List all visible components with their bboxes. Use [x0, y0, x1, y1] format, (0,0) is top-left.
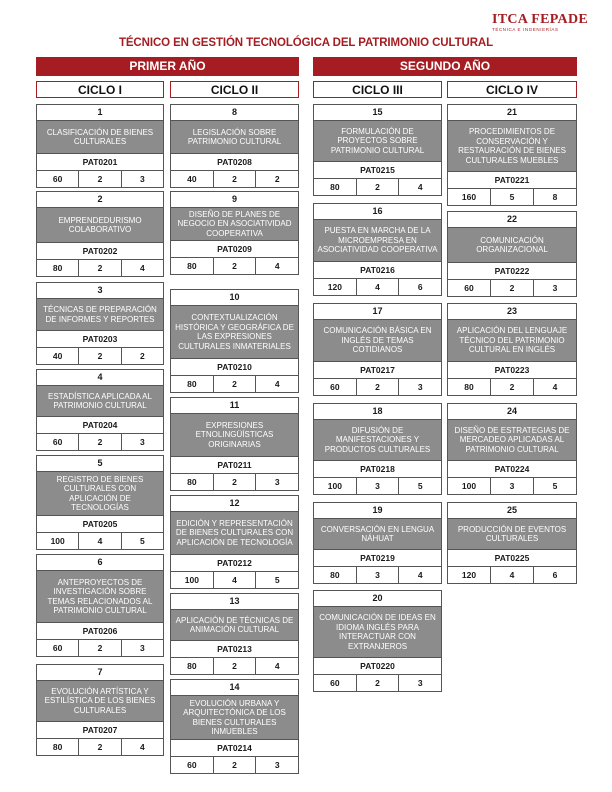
course-name: DISEÑO DE PLANES DE NEGOCIO EN ASOCIATIVIDAD COOPERATIVA: [171, 208, 298, 240]
course-credits: 3: [139, 174, 145, 184]
course-credits: 4: [139, 742, 145, 752]
course-card-18: [313, 403, 442, 495]
course-values-row: [171, 376, 298, 392]
course-hours: 60: [37, 171, 79, 187]
course-card-19: [313, 502, 442, 584]
course-number: 10: [171, 290, 298, 306]
course-card-15: [313, 104, 442, 196]
course-units: 2: [491, 280, 534, 296]
course-name: ESTADÍSTICA APLICADA AL PATRIMONIO CULTURAL: [37, 386, 163, 416]
course-units: 2: [214, 658, 257, 674]
course-code: PAT0221: [448, 171, 576, 189]
course-code: PAT0225: [448, 549, 576, 567]
course-values-row: [37, 533, 163, 549]
course-code: PAT0218: [314, 460, 441, 478]
logo-tagline: TÉCNICA E INGENIERÍAS: [492, 27, 559, 32]
course-hours: 100: [448, 478, 491, 494]
course-name: TÉCNICAS DE PREPARACIÓN DE INFORMES Y REPORTES: [37, 299, 163, 330]
course-name: CONVERSACIÓN EN LENGUA NÁHUAT: [314, 519, 441, 549]
course-card-14: [170, 679, 299, 774]
course-credits: 4: [139, 263, 145, 273]
course-card-4: [36, 369, 164, 451]
course-credits: 3: [139, 643, 145, 653]
course-name: APLICACIÓN DEL LENGUAJE TÉCNICO DEL PATRIMONIO CULTURAL EN INGLÉS: [448, 320, 576, 361]
course-hours: 100: [37, 533, 79, 549]
course-code: PAT0206: [37, 622, 163, 640]
course-hours: 60: [171, 757, 214, 773]
course-code: PAT0209: [171, 240, 298, 258]
course-card-9: [170, 191, 299, 275]
course-credits: 5: [274, 575, 280, 585]
course-code: PAT0220: [314, 657, 441, 675]
course-code: PAT0201: [37, 153, 163, 171]
course-name: COMUNICACIÓN ORGANIZACIONAL: [448, 228, 576, 262]
course-name: EVOLUCIÓN URBANA Y ARQUITECTÓNICA DE LOS BIENES CULTURALES INMUEBLES: [171, 696, 298, 739]
course-code: PAT0204: [37, 416, 163, 434]
course-card-12: [170, 495, 299, 589]
course-code: PAT0210: [171, 358, 298, 376]
course-units: 2: [357, 179, 400, 195]
course-code: PAT0202: [37, 242, 163, 260]
course-number: 22: [448, 212, 576, 228]
course-credits: 4: [274, 661, 280, 671]
course-card-16: [313, 203, 442, 296]
course-credits: 4: [417, 570, 423, 580]
course-number: 18: [314, 404, 441, 420]
course-units: 2: [79, 348, 121, 364]
course-name: EVOLUCIÓN ARTÍSTICA Y ESTILÍSTICA DE LOS BIENES CULTURALES: [37, 681, 163, 721]
course-code: PAT0222: [448, 262, 576, 280]
course-values-row: [448, 567, 576, 583]
page-title: TÉCNICO EN GESTIÓN TECNOLÓGICA DEL PATRIMONIO CULTURAL: [118, 37, 494, 49]
course-credits: 6: [417, 282, 423, 292]
course-code: PAT0213: [171, 640, 298, 658]
course-code: PAT0219: [314, 549, 441, 567]
course-number: 3: [37, 283, 163, 299]
course-hours: 100: [314, 478, 357, 494]
course-number: 13: [171, 594, 298, 610]
course-card-7: [36, 664, 164, 756]
itca-fepade-logo: [492, 12, 588, 34]
course-number: 7: [37, 665, 163, 681]
course-values-row: [171, 474, 298, 490]
course-values-row: [448, 478, 576, 494]
course-number: 16: [314, 204, 441, 220]
course-credits: 6: [552, 570, 558, 580]
course-hours: 80: [314, 179, 357, 195]
cycle-header-3: CICLO III: [313, 81, 442, 98]
course-name: PUESTA EN MARCHA DE LA MICROEMPRESA EN ASOCIATIVIDAD COOPERATIVA: [314, 220, 441, 261]
course-hours: 60: [37, 640, 79, 656]
course-values-row: [37, 640, 163, 656]
course-number: 11: [171, 398, 298, 414]
course-name: REGISTRO DE BIENES CULTURALES CON APLICACIÓN DE TECNOLOGÍAS: [37, 472, 163, 515]
course-number: 24: [448, 404, 576, 420]
course-card-5: [36, 455, 164, 550]
course-number: 12: [171, 496, 298, 512]
course-code: PAT0207: [37, 721, 163, 739]
course-hours: 80: [314, 567, 357, 583]
course-name: APLICACIÓN DE TÉCNICAS DE ANIMACIÓN CULTURAL: [171, 610, 298, 640]
course-name: EDICIÓN Y REPRESENTACIÓN DE BIENES CULTURALES CON APLICACIÓN DE TECNOLOGÍA: [171, 512, 298, 554]
course-units: 2: [214, 757, 257, 773]
course-credits: 4: [552, 382, 558, 392]
course-name: PROCEDIMIENTOS DE CONSERVACIÓN Y RESTAURACIÓN DE BIENES CULTURALES MUEBLES: [448, 121, 576, 171]
course-values-row: [448, 189, 576, 205]
course-card-25: [447, 502, 577, 584]
course-values-row: [314, 379, 441, 395]
course-units: 4: [214, 572, 257, 588]
course-card-10: [170, 289, 299, 393]
course-credits: 3: [274, 477, 280, 487]
cycle-header-2: CICLO II: [170, 81, 299, 98]
course-hours: 80: [37, 739, 79, 755]
course-code: PAT0208: [171, 153, 298, 171]
course-values-row: [171, 258, 298, 274]
course-units: 3: [357, 567, 400, 583]
cycle-header-4: CICLO IV: [447, 81, 577, 98]
course-code: PAT0214: [171, 739, 298, 757]
course-credits: 8: [552, 192, 558, 202]
course-hours: 80: [171, 474, 214, 490]
course-code: PAT0205: [37, 515, 163, 533]
course-number: 20: [314, 591, 441, 607]
course-card-17: [313, 303, 442, 396]
course-hours: 80: [448, 379, 491, 395]
course-units: 2: [214, 474, 257, 490]
course-units: 2: [79, 640, 121, 656]
course-number: 6: [37, 555, 163, 571]
course-code: PAT0215: [314, 161, 441, 179]
course-number: 19: [314, 503, 441, 519]
course-credits: 4: [417, 182, 423, 192]
course-code: PAT0224: [448, 460, 576, 478]
course-hours: 100: [171, 572, 214, 588]
course-credits: 3: [417, 382, 423, 392]
course-name: LEGISLACIÓN SOBRE PATRIMONIO CULTURAL: [171, 121, 298, 153]
course-code: PAT0211: [171, 456, 298, 474]
course-units: 3: [357, 478, 400, 494]
course-units: 2: [491, 379, 534, 395]
course-credits: 3: [274, 760, 280, 770]
course-units: 2: [79, 171, 121, 187]
course-code: PAT0212: [171, 554, 298, 572]
course-card-3: [36, 282, 164, 365]
course-credits: 3: [139, 437, 145, 447]
course-values-row: [37, 434, 163, 450]
course-credits: 2: [139, 351, 145, 361]
course-card-2: [36, 191, 164, 277]
course-name: DIFUSIÓN DE MANIFESTACIONES Y PRODUCTOS CULTURALES: [314, 420, 441, 460]
course-values-row: [314, 478, 441, 494]
course-number: 1: [37, 105, 163, 121]
course-units: 2: [357, 675, 400, 691]
course-units: 2: [79, 434, 121, 450]
course-values-row: [171, 171, 298, 187]
course-hours: 80: [37, 260, 79, 276]
course-values-row: [37, 171, 163, 187]
course-card-20: [313, 590, 442, 692]
course-card-11: [170, 397, 299, 491]
cycle-header-1: CICLO I: [36, 81, 164, 98]
course-name: ANTEPROYECTOS DE INVESTIGACIÓN SOBRE TEMAS RELACIONADOS AL PATRIMONIO CULTURAL: [37, 571, 163, 622]
course-units: 2: [214, 376, 257, 392]
course-units: 2: [79, 260, 121, 276]
course-units: 5: [491, 189, 534, 205]
year-header-second: SEGUNDO AÑO: [313, 57, 577, 76]
course-hours: 80: [171, 258, 214, 274]
course-name: FORMULACIÓN DE PROYECTOS SOBRE PATRIMONIO CULTURAL: [314, 121, 441, 161]
course-number: 25: [448, 503, 576, 519]
course-hours: 60: [314, 379, 357, 395]
course-card-24: [447, 403, 577, 495]
course-units: 2: [214, 258, 257, 274]
course-hours: 40: [37, 348, 79, 364]
course-number: 21: [448, 105, 576, 121]
course-values-row: [37, 348, 163, 364]
course-hours: 40: [171, 171, 214, 187]
course-hours: 80: [171, 376, 214, 392]
course-values-row: [314, 279, 441, 295]
course-values-row: [448, 379, 576, 395]
course-values-row: [171, 572, 298, 588]
course-number: 2: [37, 192, 163, 208]
course-card-13: [170, 593, 299, 675]
course-values-row: [314, 179, 441, 195]
course-code: PAT0216: [314, 261, 441, 279]
course-values-row: [448, 280, 576, 296]
course-name: DISEÑO DE ESTRATEGIAS DE MERCADEO APLICADAS AL PATRIMONIO CULTURAL: [448, 420, 576, 460]
course-number: 14: [171, 680, 298, 696]
course-card-21: [447, 104, 577, 206]
course-units: 4: [79, 533, 121, 549]
course-units: 2: [214, 171, 257, 187]
year-header-first: PRIMER AÑO: [36, 57, 299, 76]
course-values-row: [314, 675, 441, 691]
course-values-row: [37, 260, 163, 276]
course-name: PRODUCCIÓN DE EVENTOS CULTURALES: [448, 519, 576, 549]
course-name: COMUNICACIÓN DE IDEAS EN IDIOMA INGLÉS PARA INTERACTUAR CON EXTRANJEROS: [314, 607, 441, 657]
course-hours: 60: [314, 675, 357, 691]
course-units: 2: [357, 379, 400, 395]
course-hours: 120: [448, 567, 491, 583]
course-credits: 2: [274, 174, 280, 184]
course-card-22: [447, 211, 577, 297]
course-number: 8: [171, 105, 298, 121]
course-number: 4: [37, 370, 163, 386]
course-credits: 3: [552, 283, 558, 293]
course-credits: 5: [417, 481, 423, 491]
course-number: 5: [37, 456, 163, 472]
course-values-row: [37, 739, 163, 755]
course-units: 4: [491, 567, 534, 583]
course-name: EMPRENDEDURISMO COLABORATIVO: [37, 208, 163, 242]
course-card-1: [36, 104, 164, 188]
course-card-6: [36, 554, 164, 657]
course-hours: 60: [448, 280, 491, 296]
course-hours: 160: [448, 189, 491, 205]
course-units: 2: [79, 739, 121, 755]
course-credits: 5: [552, 481, 558, 491]
course-number: 15: [314, 105, 441, 121]
course-number: 17: [314, 304, 441, 320]
course-units: 4: [357, 279, 400, 295]
course-number: 9: [171, 192, 298, 208]
course-credits: 4: [274, 261, 280, 271]
course-name: CLASIFICACIÓN DE BIENES CULTURALES: [37, 121, 163, 153]
course-values-row: [171, 757, 298, 773]
course-hours: 120: [314, 279, 357, 295]
course-code: PAT0217: [314, 361, 441, 379]
course-code: PAT0203: [37, 330, 163, 348]
course-values-row: [171, 658, 298, 674]
course-hours: 60: [37, 434, 79, 450]
course-code: PAT0223: [448, 361, 576, 379]
course-name: COMUNICACIÓN BÁSICA EN INGLÉS DE TEMAS COTIDIANOS: [314, 320, 441, 361]
course-name: CONTEXTUALIZACIÓN HISTÓRICA Y GEOGRÁFICA DE LAS EXPRESIONES CULTURALES INMATERIALES: [171, 306, 298, 358]
course-credits: 3: [417, 678, 423, 688]
course-number: 23: [448, 304, 576, 320]
course-values-row: [314, 567, 441, 583]
course-card-23: [447, 303, 577, 396]
logo-wordmark: ITCA FEPADE: [492, 12, 588, 27]
course-name: EXPRESIONES ETNOLINGÜÍSTICAS ORIGINARIAS: [171, 414, 298, 456]
course-credits: 5: [139, 536, 145, 546]
course-credits: 4: [274, 379, 280, 389]
course-card-8: [170, 104, 299, 188]
course-hours: 80: [171, 658, 214, 674]
course-units: 3: [491, 478, 534, 494]
